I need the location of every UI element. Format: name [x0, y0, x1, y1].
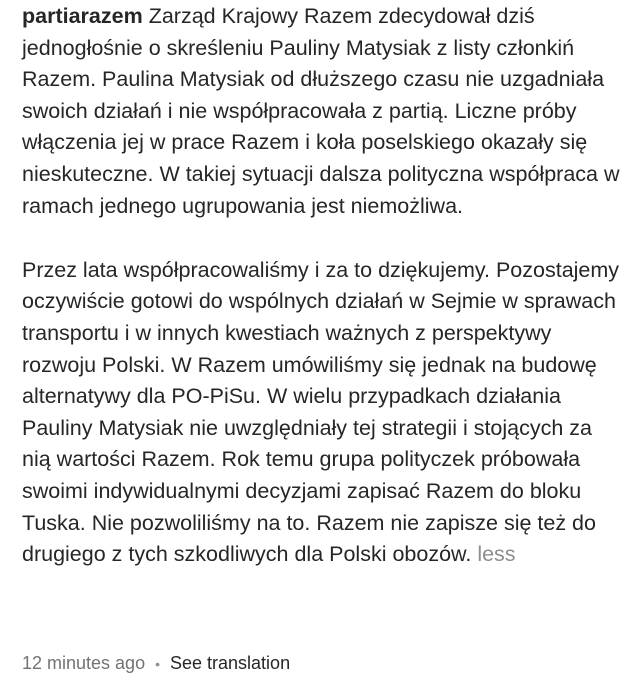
less-button[interactable]: less	[477, 542, 516, 567]
separator-dot: •	[155, 655, 160, 672]
see-translation-button[interactable]: See translation	[170, 653, 291, 673]
caption-paragraph-2	[22, 254, 622, 571]
caption-text-2: Przez lata współpracowaliśmy i za to dziękujemy. Pozostajemy oczywiście gotowi do wspólnych działań w Sejmie w sprawach transportu i w innych kwestiach ważnych z perspektywy rozwoju Polski. W Razem umówiliśmy się jednak na budowę alternatywy dla PO-PiSu. W wielu przypadkach działania Pauliny Matysiak nie uwzględniały tej strategii i stojących za nią wartości Razem. Rok temu grupa polityczek próbowała swoimi indywidualnymi decyzjami zapisać Razem do bloku Tuska. Nie pozwoliliśmy na to. Razem nie zapisze się też do drugiego z tych szkodliwych dla Polski obozów.	[22, 257, 620, 567]
post-caption	[22, 0, 622, 571]
post-meta	[22, 653, 290, 674]
username-link[interactable]: partiarazem	[22, 4, 143, 28]
timestamp[interactable]: 12 minutes ago	[22, 653, 146, 673]
caption-text-1: Zarząd Krajowy Razem zdecydował dziś jednogłośnie o skreśleniu Pauliny Matysiak z listy członkiń Razem. Paulina Matysiak od dłuższego czasu nie uzgadniała swoich działań i nie współpracowała z partią. Liczne próby włączenia jej w prace Razem i koła poselskiego okazały się nieskuteczne. W takiej sytuacji dalsza polityczna współpraca w ramach jednego ugrupowania jest niemożliwa.	[22, 4, 620, 218]
caption-paragraph-1	[22, 0, 622, 222]
